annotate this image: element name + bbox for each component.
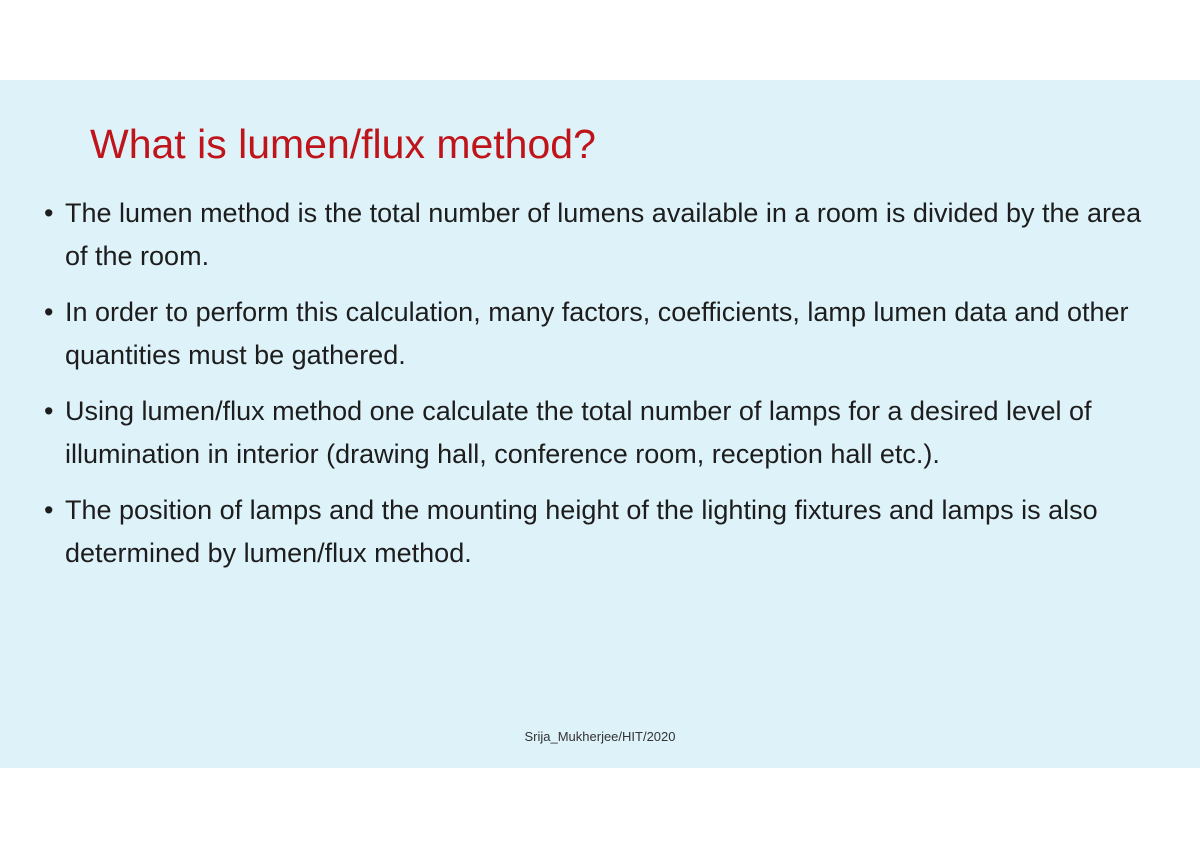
bullet-list bbox=[40, 192, 1160, 588]
slide-footer: Srija_Mukherjee/HIT/2020 bbox=[524, 729, 676, 744]
bullet-dot-icon: • bbox=[44, 198, 54, 228]
slide bbox=[0, 80, 1200, 768]
bullet-dot-icon: • bbox=[44, 495, 54, 525]
bullet-item bbox=[40, 192, 1160, 278]
slide-title: What is lumen/flux method? bbox=[90, 121, 596, 167]
bullet-dot-icon: • bbox=[44, 396, 54, 426]
bullet-text: The lumen method is the total number of lumens available in a room is divided by the area of the room. bbox=[65, 198, 1142, 271]
bullet-text: Using lumen/flux method one calculate the total number of lamps for a desired level of illumination in interior (drawing hall, conference room, reception hall etc.). bbox=[65, 396, 1092, 469]
bullet-item bbox=[40, 390, 1160, 476]
bullet-dot-icon: • bbox=[44, 297, 54, 327]
bullet-item bbox=[40, 489, 1160, 575]
bullet-text: In order to perform this calculation, many factors, coefficients, lamp lumen data and other quantities must be gathered. bbox=[65, 297, 1129, 370]
bullet-item bbox=[40, 291, 1160, 377]
bullet-text: The position of lamps and the mounting height of the lighting fixtures and lamps is also determined by lumen/flux method. bbox=[65, 495, 1098, 568]
